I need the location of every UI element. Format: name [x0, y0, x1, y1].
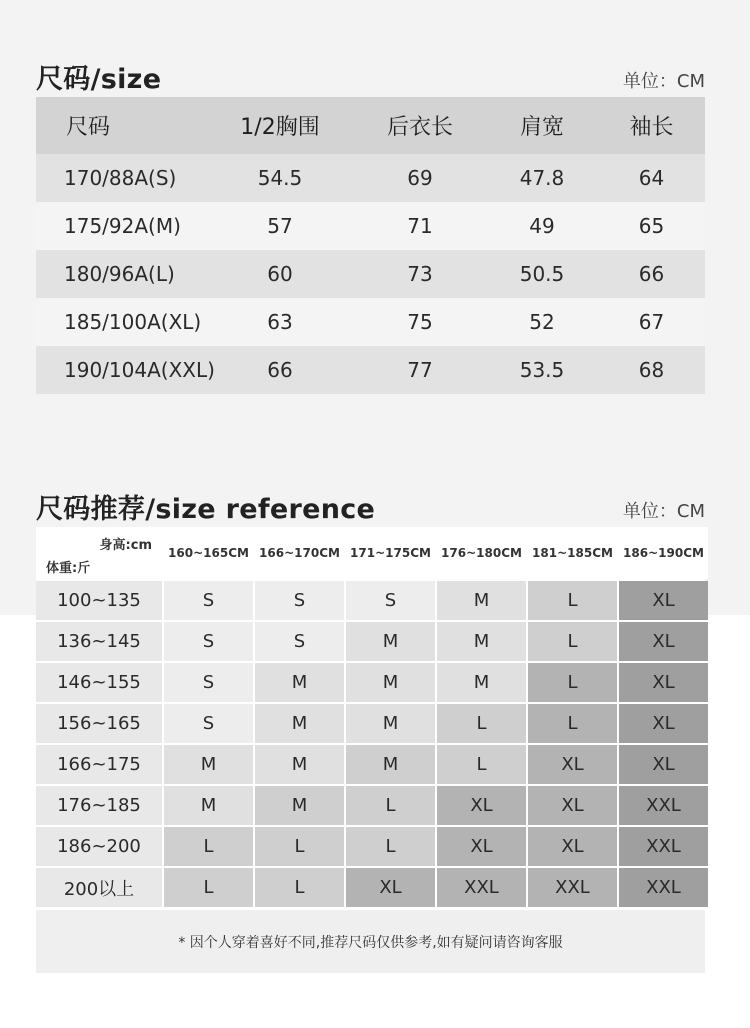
recommended-size-cell: L — [164, 827, 253, 866]
shoulder-width-cell: 53.5 — [519, 358, 565, 382]
recommended-size-cell: XL — [528, 827, 617, 866]
header-back-length: 后衣长 — [386, 115, 453, 140]
recommended-size-cell: M — [255, 704, 344, 743]
recommended-size-cell: M — [437, 663, 526, 702]
recommended-size-cell: L — [164, 868, 253, 907]
size-table-header — [36, 97, 705, 154]
size-reference-grid — [36, 527, 705, 907]
weight-header-cell: 100~135 — [36, 581, 162, 620]
sleeve-length-cell: 64 — [638, 166, 665, 190]
back-length-cell: 77 — [407, 358, 433, 382]
recommended-size-cell: S — [164, 663, 253, 702]
recommended-size-cell: XL — [528, 786, 617, 825]
height-header-cell: 181~185CM — [528, 527, 617, 579]
recommended-size-cell: S — [164, 704, 253, 743]
reference-title: 尺码推荐/size reference — [36, 494, 376, 525]
recommended-size-cell: M — [164, 745, 253, 784]
shoulder-width-cell: 47.8 — [519, 166, 565, 190]
half-chest-cell: 54.5 — [257, 166, 303, 190]
recommended-size-cell: XL — [619, 704, 708, 743]
back-length-cell: 75 — [407, 310, 433, 334]
recommended-size-cell: XL — [346, 868, 435, 907]
shoulder-width-cell: 49 — [529, 214, 555, 238]
recommended-size-cell: XL — [619, 581, 708, 620]
recommended-size-cell: XL — [619, 622, 708, 661]
recommended-size-cell: M — [346, 663, 435, 702]
header-sleeve-length: 袖长 — [629, 115, 674, 140]
size-cell: 175/92A(M) — [64, 214, 181, 238]
size-cell: 185/100A(XL) — [64, 310, 202, 334]
recommended-size-cell: L — [437, 745, 526, 784]
size-table-row — [36, 250, 705, 298]
weight-header-cell: 200以上 — [36, 868, 162, 907]
sleeve-length-cell: 66 — [638, 262, 665, 286]
recommended-size-cell: M — [164, 786, 253, 825]
recommended-size-cell: L — [528, 663, 617, 702]
recommended-size-cell: XXL — [437, 868, 526, 907]
weight-header-cell: 146~155 — [36, 663, 162, 702]
recommended-size-cell: L — [346, 827, 435, 866]
sleeve-length-cell: 68 — [638, 358, 665, 382]
shoulder-width-cell: 50.5 — [519, 262, 565, 286]
header-shoulder-width: 肩宽 — [519, 115, 564, 140]
height-axis-label: 身高:cm — [99, 538, 152, 553]
height-header-cell: 186~190CM — [619, 527, 708, 579]
weight-header-cell: 156~165 — [36, 704, 162, 743]
recommended-size-cell: XXL — [619, 786, 708, 825]
size-cell: 190/104A(XXL) — [64, 358, 215, 382]
recommended-size-cell: M — [255, 745, 344, 784]
recommended-size-cell: XL — [619, 745, 708, 784]
recommended-size-cell: XL — [619, 663, 708, 702]
half-chest-cell: 63 — [267, 310, 293, 334]
size-table-row — [36, 346, 705, 394]
recommended-size-cell: XXL — [619, 827, 708, 866]
half-chest-cell: 60 — [267, 262, 293, 286]
height-header-cell: 171~175CM — [346, 527, 435, 579]
recommended-size-cell: S — [346, 581, 435, 620]
size-table-row — [36, 202, 705, 250]
size-table-row — [36, 154, 705, 202]
recommended-size-cell: L — [346, 786, 435, 825]
recommended-size-cell: L — [255, 868, 344, 907]
half-chest-cell: 66 — [267, 358, 293, 382]
recommended-size-cell: M — [346, 622, 435, 661]
recommended-size-cell: L — [528, 622, 617, 661]
size-title: 尺码/size — [36, 64, 162, 95]
recommended-size-cell: S — [255, 581, 344, 620]
size-cell: 170/88A(S) — [64, 166, 177, 190]
height-header-cell: 160~165CM — [164, 527, 253, 579]
recommended-size-cell: XL — [437, 827, 526, 866]
recommended-size-cell: L — [528, 704, 617, 743]
size-unit-label: 单位：CM — [622, 71, 705, 92]
recommended-size-cell: XXL — [619, 868, 708, 907]
recommended-size-cell: M — [437, 581, 526, 620]
height-header-cell: 166~170CM — [255, 527, 344, 579]
recommended-size-cell: XXL — [528, 868, 617, 907]
recommended-size-cell: S — [164, 622, 253, 661]
recommended-size-cell: M — [346, 704, 435, 743]
sleeve-length-cell: 67 — [638, 310, 665, 334]
disclaimer-note: * 因个人穿着喜好不同,推荐尺码仅供参考,如有疑问请咨询客服 — [36, 910, 705, 973]
size-cell: 180/96A(L) — [64, 262, 175, 286]
grid-corner — [36, 527, 162, 579]
height-header-cell: 176~180CM — [437, 527, 526, 579]
recommended-size-cell: M — [437, 622, 526, 661]
weight-header-cell: 136~145 — [36, 622, 162, 661]
half-chest-cell: 57 — [267, 214, 293, 238]
recommended-size-cell: S — [164, 581, 253, 620]
size-table-row — [36, 298, 705, 346]
recommended-size-cell: M — [255, 663, 344, 702]
back-length-cell: 71 — [407, 214, 433, 238]
weight-header-cell: 166~175 — [36, 745, 162, 784]
weight-axis-label: 体重:斤 — [46, 561, 91, 576]
recommended-size-cell: M — [346, 745, 435, 784]
shoulder-width-cell: 52 — [529, 310, 555, 334]
header-half-chest: 1/2胸围 — [240, 115, 320, 140]
recommended-size-cell: L — [437, 704, 526, 743]
recommended-size-cell: L — [255, 827, 344, 866]
weight-header-cell: 176~185 — [36, 786, 162, 825]
back-length-cell: 69 — [407, 166, 433, 190]
recommended-size-cell: M — [255, 786, 344, 825]
recommended-size-cell: XL — [528, 745, 617, 784]
weight-header-cell: 186~200 — [36, 827, 162, 866]
recommended-size-cell: L — [528, 581, 617, 620]
recommended-size-cell: XL — [437, 786, 526, 825]
sleeve-length-cell: 65 — [638, 214, 665, 238]
header-size: 尺码 — [66, 115, 111, 140]
reference-unit-label: 单位：CM — [622, 501, 705, 522]
back-length-cell: 73 — [407, 262, 433, 286]
size-table — [36, 97, 705, 394]
recommended-size-cell: S — [255, 622, 344, 661]
